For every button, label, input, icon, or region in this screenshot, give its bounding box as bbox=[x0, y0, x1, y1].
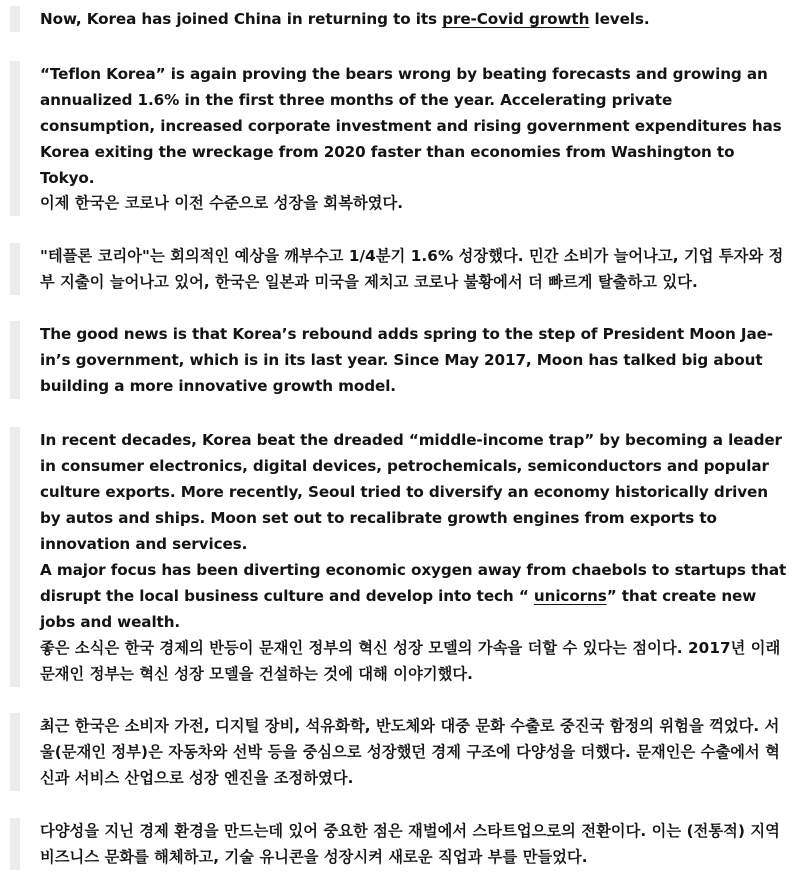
paragraph-text: 좋은 소식은 한국 경제의 반등이 문재인 정부의 혁신 성장 모델의 가속을 더할 수 있다는 점이다. 2017년 이래 문재인 정부는 혁신 성장 모델을 건설하는 것에 대해 이야기했다. bbox=[40, 639, 781, 683]
paragraph-text: ” that create new jobs and wealth. bbox=[40, 587, 757, 631]
paragraph-en-1 bbox=[10, 6, 790, 32]
paragraph-ko-5 bbox=[10, 818, 790, 870]
paragraph-text: 다양성을 지닌 경제 환경을 만드는데 있어 중요한 점은 재벌에서 스타트업으로의 전환이다. 이는 (전통적) 지역 비즈니스 문화를 해체하고, 기술 유니콘을 성장시켜 새로운 직업과 부를 만들었다. bbox=[40, 822, 780, 866]
paragraph-text: A major focus has been diverting economic oxygen away from chaebols to startups that disrupt the local business culture and develop into tech “ bbox=[40, 561, 787, 605]
paragraph-en-5 bbox=[10, 557, 790, 635]
paragraph-text: In recent decades, Korea beat the dreaded “middle-income trap” by becoming a leader in consumer electronics, digital devices, petrochemicals, semiconductors and popular culture exports. More recently, Seoul tried to diversify an economy historically driven by autos and ships. Moon set out to recalibrate growth engines from exports to innovation and services. bbox=[40, 431, 782, 553]
unicorns-link[interactable]: unicorns bbox=[533, 587, 607, 605]
paragraph-ko-3 bbox=[10, 635, 790, 687]
paragraph-text: 이제 한국은 코로나 이전 수준으로 성장을 회복하였다. bbox=[40, 194, 404, 212]
paragraph-ko-4 bbox=[10, 713, 790, 791]
paragraph-text: “Teflon Korea” is again proving the bears wrong by beating forecasts and growing an annualized 1.6% in the first three months of the year. Accelerating private consumption, increased corporate investment and rising government expenditures has Korea exiting the wreckage from 2020 faster than economies from Washington to Tokyo. bbox=[40, 65, 782, 187]
paragraph-text: "테플론 코리아"는 회의적인 예상을 깨부수고 1/4분기 1.6% 성장했다. 민간 소비가 늘어나고, 기업 투자와 정부 지출이 늘어나고 있어, 한국은 일본과 미국을 제치고 코로나 불황에서 더 빠르게 탈출하고 있다. bbox=[40, 247, 784, 291]
paragraph-en-4 bbox=[10, 427, 790, 557]
paragraph-text: 최근 한국은 소비자 가전, 디지털 장비, 석유화학, 반도체와 대중 문화 수출로 중진국 함정의 위험을 꺽었다. 서울(문재인 정부)은 자동차와 선박 등을 중심으로 성장했던 경제 구조에 다양성을 더했다. 문재인은 수출에서 혁신과 서비스 산업으로 성장 엔진을 조정하였다. bbox=[40, 717, 780, 787]
paragraph-ko-1 bbox=[10, 190, 790, 216]
pre-covid-growth-link[interactable]: pre-Covid growth bbox=[442, 10, 590, 28]
paragraph-en-2 bbox=[10, 61, 790, 191]
paragraph-text: The good news is that Korea’s rebound adds spring to the step of President Moon Jae-in’s government, which is in its last year. Since May 2017, Moon has talked big about building a more innovative growth model. bbox=[40, 325, 773, 395]
paragraph-text: Now, Korea has joined China in returning to its bbox=[40, 10, 443, 28]
paragraph-ko-2 bbox=[10, 243, 790, 295]
paragraph-en-3 bbox=[10, 321, 790, 399]
paragraph-text: levels. bbox=[589, 10, 650, 28]
